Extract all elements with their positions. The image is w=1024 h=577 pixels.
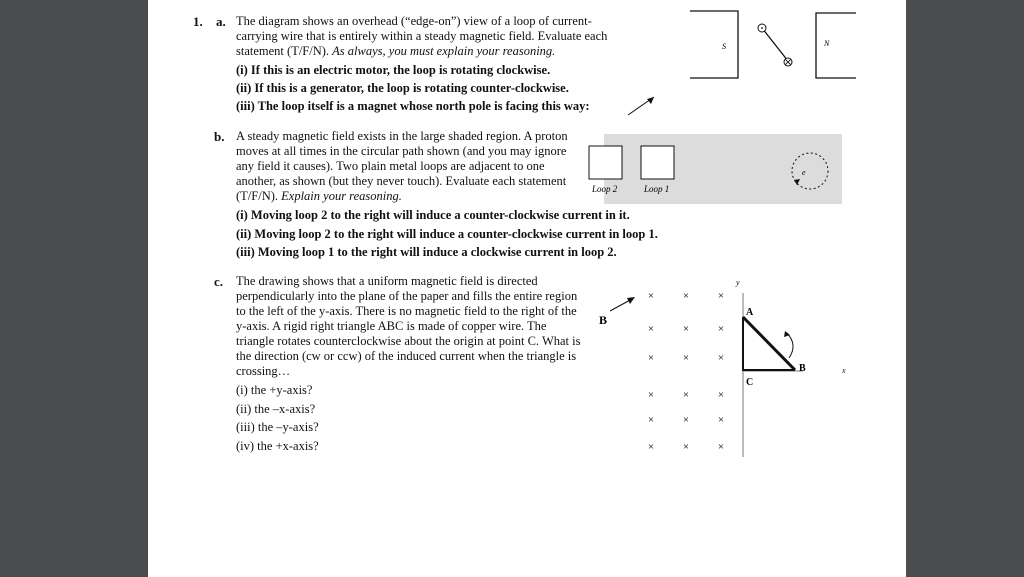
problem-number: 1.	[193, 14, 203, 29]
part-c-option-2: (ii) the –x-axis?	[236, 402, 316, 416]
svg-text:×: ×	[717, 323, 725, 335]
part-a-text	[236, 14, 631, 59]
part-b-statement-1: (i) Moving loop 2 to the right will induce a counter-clockwise current in it.	[236, 208, 630, 222]
part-a-letter: a.	[216, 14, 226, 29]
north-pole-arrow-icon	[626, 94, 658, 118]
north-pole-label: N	[824, 39, 830, 48]
svg-text:×: ×	[647, 352, 655, 364]
wire-loop-edge	[762, 28, 788, 61]
svg-text:×: ×	[717, 414, 725, 426]
part-b-text-main: A steady magnetic field exists in the large shaded region. A proton moves at all times in the circular path shown (and you may ignore any field it causes). Two plain metal loops are adjacent to one another, as shown (but they never touch). Evaluate each statement (T/F/N).	[236, 129, 568, 203]
part-c-option-4: (iv) the +x-axis?	[236, 439, 319, 453]
part-a-statement-2: (ii) If this is a generator, the loop is rotating counter-clockwise.	[236, 81, 569, 95]
vertex-a-label: A	[746, 307, 754, 318]
svg-text:×: ×	[647, 323, 655, 335]
vertex-b-label: B	[799, 363, 806, 374]
svg-text:×: ×	[682, 290, 690, 302]
svg-text:×: ×	[717, 441, 725, 453]
part-c-letter: c.	[214, 274, 224, 289]
svg-text:×: ×	[647, 414, 655, 426]
svg-text:×: ×	[717, 352, 725, 364]
loop-1-label: Loop 1	[644, 184, 670, 194]
svg-text:×: ×	[717, 389, 725, 401]
loop-2	[589, 146, 622, 179]
loop-1	[641, 146, 674, 179]
document-page	[148, 0, 906, 577]
part-c-text: The drawing shows that a uniform magnetic field is directed perpendicularly into the plane of the paper and fills the entire region to the left of the y-axis. There is no magnetic field to the right of the y-axis. A rigid right triangle ABC is made of copper wire. The triangle rotates counterclockwise about the origin at point C. What is the direction (cw or ccw) of the induced current when the triangle is crossing…	[236, 274, 581, 378]
svg-text:×: ×	[682, 389, 690, 401]
svg-text:×: ×	[647, 389, 655, 401]
into-page-field-marks	[648, 290, 724, 453]
shaded-field-region	[604, 134, 842, 204]
field-b-label: B	[599, 313, 608, 327]
field-direction-arrow-icon	[627, 297, 635, 304]
svg-text:×: ×	[682, 414, 690, 426]
part-c-option-3: (iii) the –y-axis?	[236, 420, 319, 434]
north-pole-magnet	[816, 13, 856, 78]
loop-2-label: Loop 2	[592, 184, 618, 194]
part-a-text-main: The diagram shows an overhead (“edge-on”) view of a loop of current-carrying wire that is entirely within a steady magnetic field. Evaluate each statement (T/F/N).	[236, 14, 608, 58]
south-pole-magnet	[690, 11, 738, 78]
svg-text:×: ×	[682, 323, 690, 335]
part-c-option-1: (i) the +y-axis?	[236, 383, 313, 397]
svg-text:×: ×	[682, 352, 690, 364]
x-axis-letter: x	[842, 366, 846, 375]
proton-label: e	[802, 168, 806, 177]
part-b-letter: b.	[214, 129, 225, 144]
rotation-arrow-icon	[787, 333, 793, 358]
part-a-statement-3: (iii) The loop itself is a magnet whose north pole is facing this way:	[236, 99, 590, 113]
triangle-hypotenuse	[743, 317, 795, 370]
svg-text:×: ×	[647, 290, 655, 302]
south-pole-label: S	[722, 42, 726, 51]
part-a-motor-diagram	[688, 8, 863, 82]
part-b-text-italic: Explain your reasoning.	[281, 189, 402, 203]
part-a-text-italic: As always, you must explain your reasoning.	[332, 44, 556, 58]
svg-text:×: ×	[717, 290, 725, 302]
vertex-c-label: C	[746, 377, 754, 388]
svg-text:×: ×	[647, 441, 655, 453]
part-b-statement-2: (ii) Moving loop 2 to the right will induce a counter-clockwise current in loop 1.	[236, 227, 658, 241]
part-c-field-diagram	[588, 275, 858, 465]
part-b-statement-3: (iii) Moving loop 1 to the right will induce a clockwise current in loop 2.	[236, 245, 617, 259]
y-axis-letter: y	[736, 278, 740, 287]
part-b-field-diagram	[584, 134, 846, 206]
part-b-text	[236, 129, 576, 204]
part-a-statement-1: (i) If this is an electric motor, the loop is rotating clockwise.	[236, 63, 551, 77]
svg-text:×: ×	[682, 441, 690, 453]
